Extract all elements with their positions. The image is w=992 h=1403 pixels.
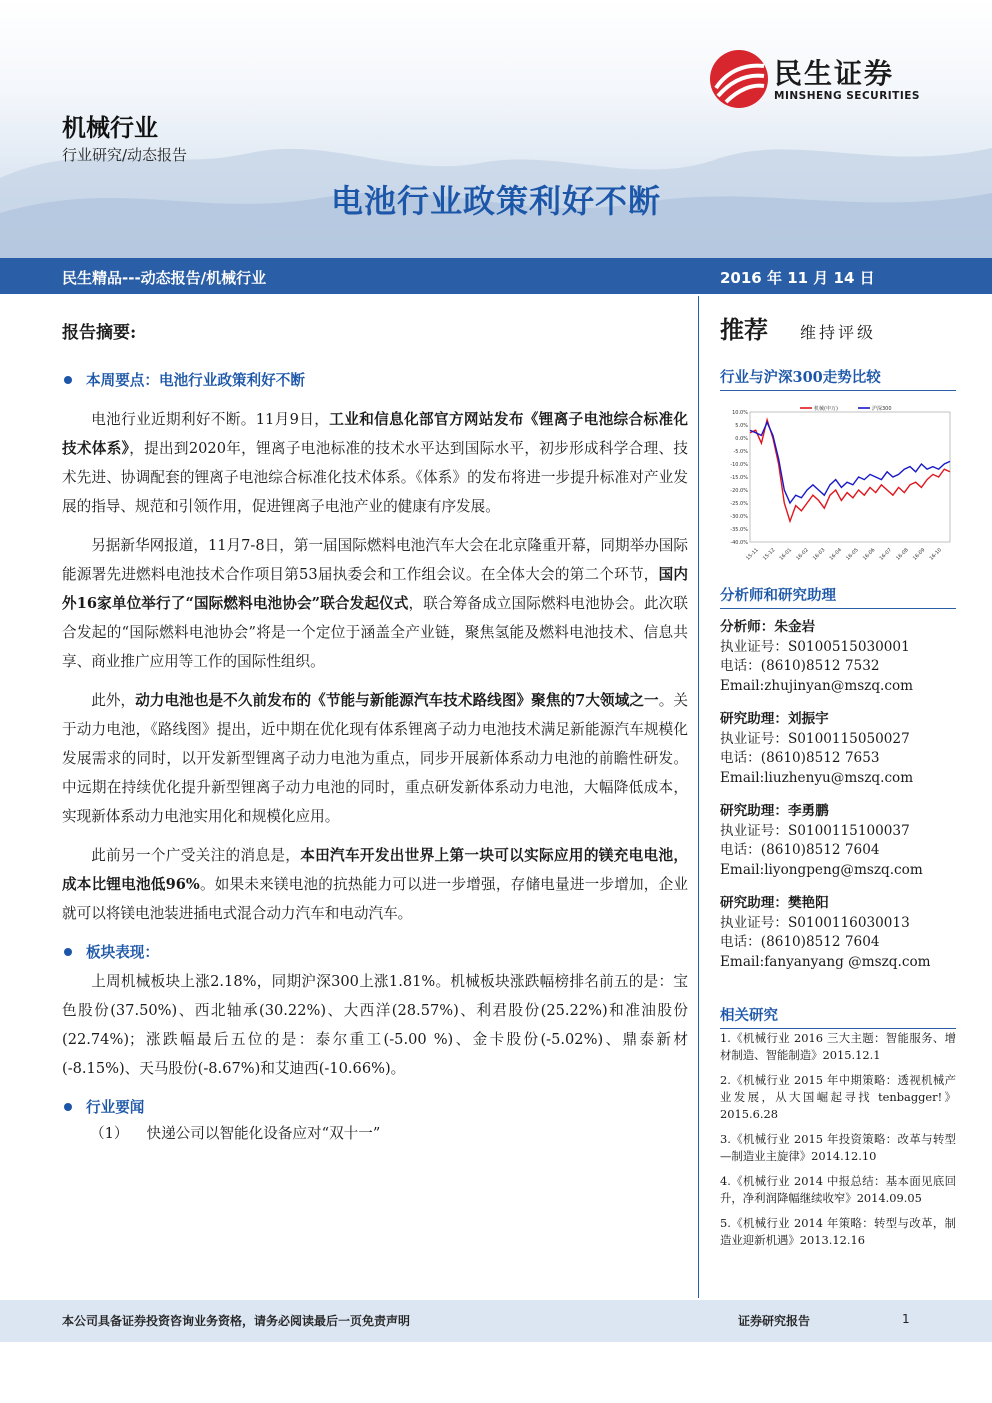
y-tick-label: -35.0% (730, 527, 748, 533)
chart-section-title: 行业与沪深300走势比较 (720, 366, 956, 391)
section-title: 行业要闻 (86, 1099, 145, 1116)
x-tick-label: 16-03 (811, 547, 827, 562)
analyst-entry: 研究助理：李勇鹏 执业证号：S0100115100037 电话：(8610)8512 7604 Email:liyongpeng@mszq.com (720, 803, 923, 878)
section-title: 本周要点：电池行业政策利好不断 (86, 372, 305, 389)
paragraph: 此前另一个广受关注的消息是，本田汽车开发出世界上第一块可以实际应用的镁充电电池，成本比锂电池低96%。如果未来镁电池的抗热能力可以进一步增强，存储电量进一步增加，企业就可以将镁电池装进插电式混合动力汽车和电动汽车。 (62, 847, 688, 922)
section-weekly-focus (62, 366, 688, 395)
paragraph: 另据新华网报道，11月7-8日，第一届国际燃料电池汽车大会在北京隆重开幕，同期举办国际能源署先进燃料电池技术合作项目第53届执委会和工作组会议。在全体大会的第二个环节，国内外16家单位举行了“国际燃料电池协会”联合发起仪式，联合筹备成立国际燃料电池协会。此次联合发起的“国际燃料电池协会”将是一个定位于涵盖全产业链，聚焦氢能及燃料电池技术、信息共享、商业推广应用等工作的国际性组织。 (62, 537, 688, 670)
y-tick-label: -5.0% (733, 449, 748, 455)
paragraph: 此外，动力电池也是不久前发布的《节能与新能源汽车技术路线图》聚焦的7大领域之一。关于动力电池，《路线图》提出，近中期在优化现有体系锂离子动力电池技术满足新能源汽车规模化发展需求的同时，以开发新型锂离子动力电池为重点，同步开展新体系动力电池的前瞻性研发。中远期在持续优化提升新型锂离子动力电池的同时，重点研发新体系动力电池，大幅降低成本，实现新体系动力电池实用化和规模化应用。 (62, 692, 688, 825)
related-research-list (720, 1030, 956, 1257)
minsheng-logo-icon (708, 48, 770, 110)
rating-sub: 维持评级 (800, 323, 877, 342)
y-tick-label: -25.0% (730, 501, 748, 507)
footer-label: 证券研究报告 (738, 1314, 811, 1328)
paragraph: 上周机械板块上涨2.18%，同期沪深300上涨1.81%。机械板块涨跌幅榜排名前五的是：宝色股份(37.50%)、西北轴承(30.22%)、大西洋(28.57%)、利君股份(25.22%)和准油股份(22.74%)；涨跌幅最后五位的是：泰尔重工(-5.00 %)、金卡股份(-5.02%)、鼎泰新材(-8.15%)、天马股份(-8.67%)和艾迪西(-10.66%)。 (62, 973, 688, 1077)
info-bar (0, 258, 992, 294)
trend-chart (720, 402, 956, 572)
y-tick-label: -10.0% (730, 462, 748, 468)
analyst-entry: 研究助理：樊艳阳 执业证号：S0100116030013 电话：(8610)8512 7604 Email:fanyanyang @mszq.com (720, 895, 931, 970)
bullet-icon (64, 948, 72, 956)
analysts-list (720, 618, 956, 986)
x-tick-label: 16-04 (828, 547, 844, 562)
logo (708, 48, 948, 108)
report-series: 民生精品---动态报告/机械行业 (62, 269, 267, 287)
analysts-section-title: 分析师和研究助理 (720, 584, 956, 609)
x-tick-label: 16-05 (845, 547, 860, 562)
abstract-title: 报告摘要: (62, 323, 137, 343)
related-item: 2.《机械行业 2015 年中期策略：透视机械产业发展，从大国崛起寻找 tenbagger!》2015.6.28 (720, 1073, 956, 1121)
x-tick-label: 16-08 (895, 547, 910, 562)
page-number: 1 (902, 1312, 910, 1326)
y-tick-label: 10.0% (732, 410, 748, 416)
series-line (750, 422, 950, 503)
section-industry-news (62, 1093, 688, 1122)
series-line (750, 420, 950, 521)
x-tick-label: 16-07 (878, 547, 894, 562)
page-title: 电池行业政策利好不断 (330, 182, 661, 220)
x-tick-label: 16-06 (861, 547, 877, 562)
y-tick-label: 5.0% (735, 423, 748, 429)
y-tick-label: -30.0% (730, 514, 748, 520)
section-sector-performance (62, 938, 688, 967)
x-tick-label: 16-09 (911, 547, 927, 562)
logo-text: 民生证券 (774, 57, 895, 90)
x-tick-label: 15-11 (745, 547, 760, 562)
paragraph: 电池行业近期利好不断。11月9日，工业和信息化部官方网站发布《锂离子电池综合标准化技术体系》，提出到2020年，锂离子电池标准的技术水平达到国际水平，初步形成科学合理、技术先进、协调配套的锂离子电池综合标准化技术体系。《体系》的发布将进一步提升标准对产业发展的指导、规范和引领作用，促进锂离子电池产业的健康有序发展。 (62, 411, 688, 515)
x-tick-label: 16-10 (928, 547, 944, 562)
news-item: （1） 快递公司以智能化设备应对“双十一” (90, 1125, 381, 1142)
x-tick-label: 16-02 (795, 547, 810, 562)
footer-disclaimer: 本公司具备证券投资咨询业务资格，请务必阅读最后一页免责声明 (62, 1314, 411, 1328)
report-date: 2016 年 11 月 14 日 (720, 269, 875, 287)
column-divider (698, 296, 699, 1298)
y-tick-label: 0.0% (735, 436, 748, 442)
analyst-entry: 研究助理：刘振宇 执业证号：S0100115050027 电话：(8610)8512 7653 Email:liuzhenyu@mszq.com (720, 711, 914, 786)
y-tick-label: -20.0% (730, 488, 748, 494)
related-item: 3.《机械行业 2015 年投资策略：改革与转型—制造业主旋律》2014.12.10 (720, 1132, 956, 1163)
related-item: 1.《机械行业 2016 三大主题：智能服务、增材制造、智能制造》2015.12.1 (720, 1031, 956, 1062)
legend-label: 机械(申万) (814, 406, 838, 412)
section-title: 板块表现： (86, 944, 159, 961)
rating-block (720, 310, 956, 345)
x-tick-label: 16-01 (778, 547, 794, 562)
related-item: 5.《机械行业 2014 年策略：转型与改革，制造业迎新机遇》2013.12.16 (720, 1216, 956, 1247)
x-tick-label: 15-12 (761, 547, 777, 562)
bullet-icon (64, 1103, 72, 1111)
legend-label: 沪深300 (872, 406, 892, 412)
main-content (62, 366, 688, 1146)
rating: 推荐 (720, 316, 768, 344)
y-tick-label: -40.0% (730, 540, 748, 546)
bullet-icon (64, 376, 72, 384)
trend-chart-svg (720, 402, 956, 572)
report-type: 行业研究/动态报告 (62, 146, 188, 164)
industry-label: 机械行业 (62, 114, 158, 142)
analyst-entry: 分析师：朱金岩 执业证号：S0100515030001 电话：(8610)8512 7532 Email:zhujinyan@mszq.com (720, 619, 914, 694)
related-section-title: 相关研究 (720, 1004, 956, 1029)
y-tick-label: -15.0% (730, 475, 748, 481)
logo-subtext: MINSHENG SECURITIES (774, 90, 920, 102)
related-item: 4.《机械行业 2014 中报总结：基本面见底回升，净利润降幅继续收窄》2014.09.05 (720, 1174, 956, 1205)
